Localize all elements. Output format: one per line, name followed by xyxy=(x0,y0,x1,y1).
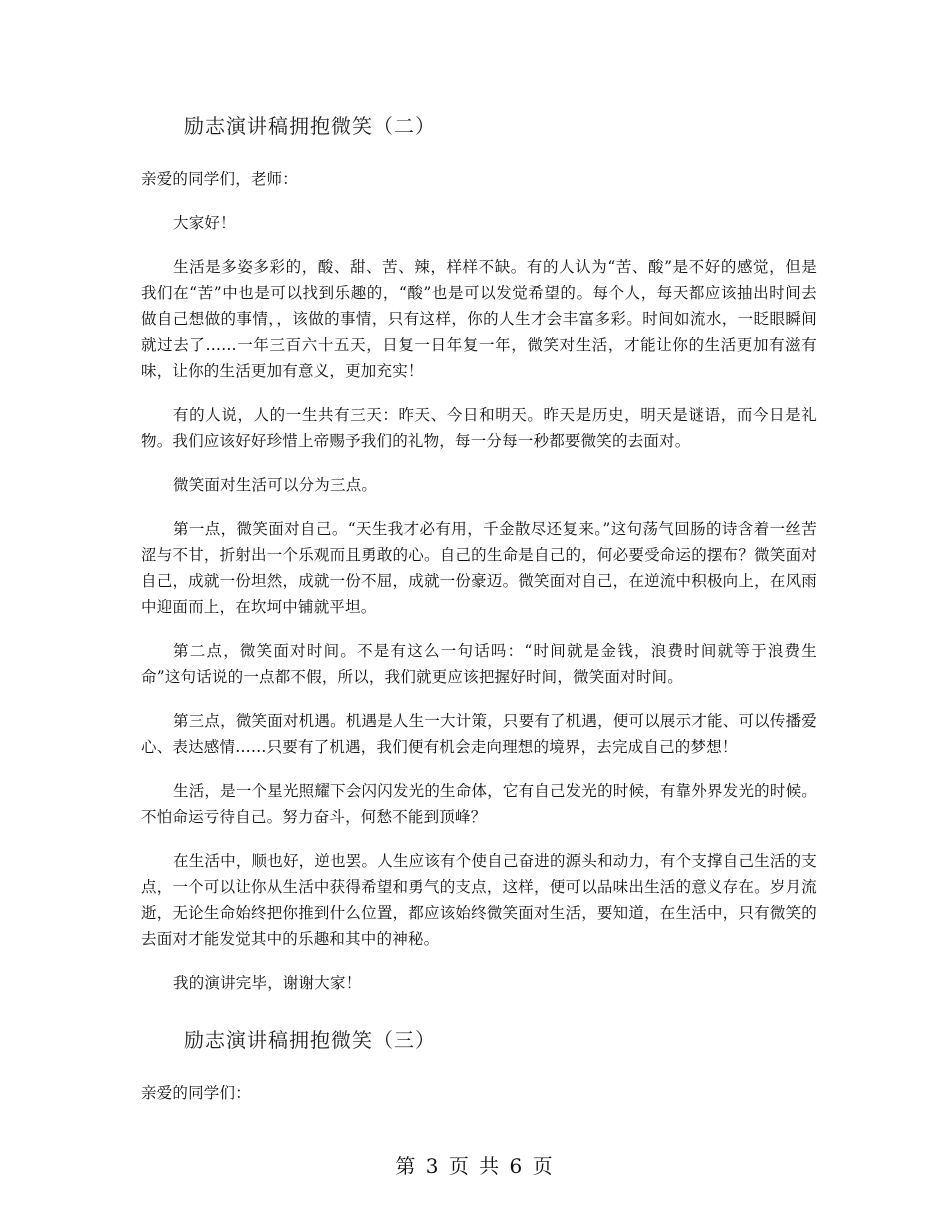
paragraph: 微笑面对生活可以分为三点。 xyxy=(173,476,378,494)
paragraph: 在生活中，顺也好，逆也罢。人生应该有个使自己奋进的源头和动力，有个支撑自己生活的支点，一个可以让你从生活中获得希望和勇气的支点，这样，便可以品味出生活的意义存在。岁月流逝，无论生命始终把你推到什么位置，都应该始终微笑面对生活，要知道，在生活中，只有微笑的去面对才能发觉其中的乐趣和其中的神秘。 xyxy=(141,852,817,948)
section-title-2: 励志演讲稿拥抱微笑（二） xyxy=(184,114,436,138)
paragraph: 有的人说，人的一生共有三天：昨天、今日和明天。昨天是历史，明天是谜语，而今日是礼物。我们应该好好珍惜上帝赐予我们的礼物，每一分每一秒都要微笑的去面对。 xyxy=(141,406,817,450)
salutation: 亲爱的同学们： xyxy=(141,1084,251,1102)
greeting: 大家好！ xyxy=(173,214,236,232)
salutation: 亲爱的同学们，老师： xyxy=(141,170,299,188)
paragraph: 生活是多姿多彩的，酸、甜、苦、辣，样样不缺。有的人认为“苦、酸”是不好的感觉，但是我们在“苦”中也是可以找到乐趣的，“酸”也是可以发觉希望的。每个人，每天都应该抽出时间去做自己想做的事情，，该做的事情，只有这样，你的人生才会丰富多彩。时间如流水，一眨眼瞬间就过去了……一年三百六十五天，日复一日年复一年，微笑对生活，才能让你的生活更加有滋有味，让你的生活更加有意义，更加充实！ xyxy=(141,258,817,380)
paragraph: 生活，是一个星光照耀下会闪闪发光的生命体，它有自己发光的时候，有靠外界发光的时候。不怕命运亏待自己。努力奋斗，何愁不能到顶峰？ xyxy=(141,782,817,826)
page-number: 第 3 页 共 6 页 xyxy=(395,1154,555,1178)
closing: 我的演讲完毕，谢谢大家！ xyxy=(173,974,362,992)
document-body xyxy=(141,112,817,1124)
paragraph: 第三点，微笑面对机遇。机遇是人生一大计策，只要有了机遇，便可以展示才能、可以传播爱心、表达感情……只要有了机遇，我们便有机会走向理想的境界，去完成自己的梦想！ xyxy=(141,712,817,756)
paragraph: 第二点，微笑面对时间。不是有这么一句话吗：“时间就是金钱，浪费时间就等于浪费生命”这句话说的一点都不假，所以，我们就更应该把握好时间，微笑面对时间。 xyxy=(141,642,817,686)
paragraph: 第一点，微笑面对自己。“天生我才必有用，千金散尽还复来。”这句荡气回肠的诗含着一丝苦涩与不甘，折射出一个乐观而且勇敢的心。自己的生命是自己的，何必要受命运的摆布？微笑面对自己，成就一份坦然，成就一份不屈，成就一份豪迈。微笑面对自己，在逆流中积极向上，在风雨中迎面而上，在坎坷中铺就平坦。 xyxy=(141,520,817,616)
section-title-3: 励志演讲稿拥抱微笑（三） xyxy=(184,1028,436,1052)
